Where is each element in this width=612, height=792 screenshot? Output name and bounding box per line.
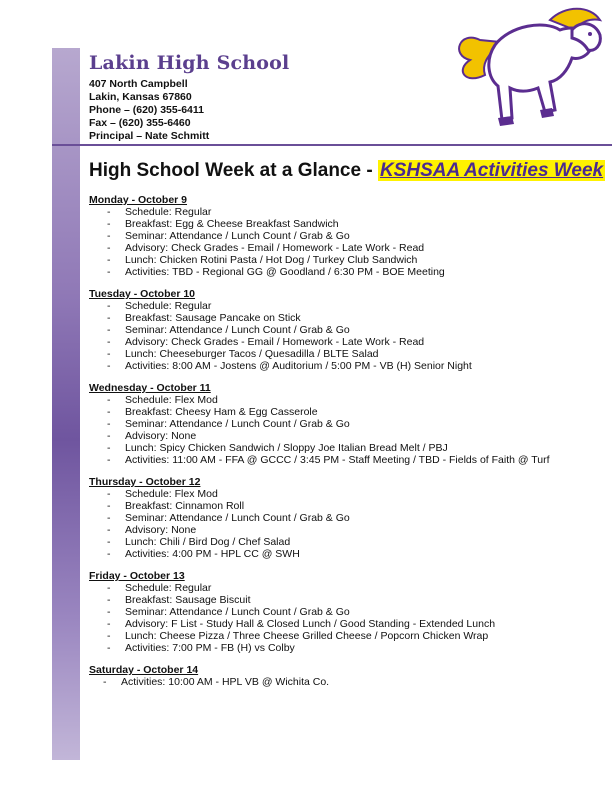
day-heading: Wednesday - October 11 bbox=[89, 382, 211, 394]
day-items bbox=[89, 488, 599, 560]
list-item: - Advisory: None bbox=[107, 524, 197, 536]
list-item: - Activities: 11:00 AM - FFA @ GCCC / 3:45 PM - Staff Meeting / TBD - Fields of Faith @ Turf bbox=[107, 454, 550, 466]
list-item: - Seminar: Attendance / Lunch Count / Grab & Go bbox=[107, 606, 350, 618]
day-heading: Thursday - October 12 bbox=[89, 476, 201, 488]
list-item: - Advisory: F List - Study Hall & Closed Lunch / Good Standing - Extended Lunch bbox=[107, 618, 496, 630]
list-item: - Advisory: Check Grades - Email / Homework - Late Work - Read bbox=[107, 242, 425, 254]
day-items bbox=[89, 582, 599, 654]
list-item: - Activities: 4:00 PM - HPL CC @ SWH bbox=[107, 548, 300, 560]
day-heading: Friday - October 13 bbox=[89, 570, 185, 582]
sidebar-bar bbox=[52, 48, 80, 760]
list-item: - Advisory: Check Grades - Email / Homework - Late Work - Read bbox=[107, 336, 425, 348]
address-line: Lakin, Kansas 67860 bbox=[89, 91, 192, 103]
list-item: - Breakfast: Cinnamon Roll bbox=[107, 500, 245, 512]
list-item: - Lunch: Cheese Pizza / Three Cheese Grilled Cheese / Popcorn Chicken Wrap bbox=[107, 630, 489, 642]
list-item: - Schedule: Regular bbox=[107, 206, 212, 218]
header-divider bbox=[52, 144, 612, 146]
title-main: High School Week at a Glance - bbox=[89, 160, 378, 181]
day-thursday bbox=[89, 476, 599, 560]
letterhead bbox=[89, 52, 289, 143]
list-item: - Advisory: None bbox=[107, 430, 197, 442]
day-items bbox=[89, 676, 599, 688]
list-item: - Breakfast: Cheesy Ham & Egg Casserole bbox=[107, 406, 318, 418]
list-item: - Schedule: Flex Mod bbox=[107, 394, 218, 406]
list-item: - Activities: 7:00 PM - FB (H) vs Colby bbox=[107, 642, 295, 654]
day-tuesday bbox=[89, 288, 599, 372]
week-schedule bbox=[89, 194, 599, 698]
day-monday bbox=[89, 194, 599, 278]
title-highlight: KSHSAA Activities Week bbox=[379, 160, 604, 181]
fax-line: Fax – (620) 355-6460 bbox=[89, 117, 191, 129]
address-line: 407 North Campbell bbox=[89, 78, 188, 90]
list-item: - Activities: 8:00 AM - Jostens @ Auditorium / 5:00 PM - VB (H) Senior Night bbox=[107, 360, 472, 372]
mustang-horse-icon bbox=[440, 0, 610, 140]
principal-line: Principal – Nate Schmitt bbox=[89, 130, 210, 142]
list-item: - Breakfast: Sausage Biscuit bbox=[107, 594, 251, 606]
list-item: - Schedule: Regular bbox=[107, 300, 212, 312]
list-item: - Schedule: Flex Mod bbox=[107, 488, 218, 500]
list-item: - Lunch: Cheeseburger Tacos / Quesadilla / BLTE Salad bbox=[107, 348, 379, 360]
list-item: - Seminar: Attendance / Lunch Count / Grab & Go bbox=[107, 230, 350, 242]
phone-line: Phone – (620) 355-6411 bbox=[89, 104, 204, 116]
list-item: - Lunch: Spicy Chicken Sandwich / Sloppy Joe Italian Bread Melt / PBJ bbox=[107, 442, 448, 454]
list-item: - Breakfast: Sausage Pancake on Stick bbox=[107, 312, 301, 324]
day-items bbox=[89, 394, 599, 466]
list-item: - Lunch: Chicken Rotini Pasta / Hot Dog / Turkey Club Sandwich bbox=[107, 254, 418, 266]
day-heading: Saturday - October 14 bbox=[89, 664, 199, 676]
day-items bbox=[89, 206, 599, 278]
list-item: - Lunch: Chili / Bird Dog / Chef Salad bbox=[107, 536, 291, 548]
page-title bbox=[89, 160, 605, 182]
list-item: - Activities: 10:00 AM - HPL VB @ Wichita Co. bbox=[103, 676, 330, 688]
day-items bbox=[89, 300, 599, 372]
day-friday bbox=[89, 570, 599, 654]
list-item: - Seminar: Attendance / Lunch Count / Grab & Go bbox=[107, 512, 350, 524]
day-wednesday bbox=[89, 382, 599, 466]
list-item: - Seminar: Attendance / Lunch Count / Grab & Go bbox=[107, 418, 350, 430]
day-heading: Tuesday - October 10 bbox=[89, 288, 196, 300]
list-item: - Activities: TBD - Regional GG @ Goodland / 6:30 PM - BOE Meeting bbox=[107, 266, 445, 278]
school-name: Lakin High School bbox=[89, 52, 290, 74]
day-heading: Monday - October 9 bbox=[89, 194, 188, 206]
list-item: - Schedule: Regular bbox=[107, 582, 212, 594]
day-saturday bbox=[89, 664, 599, 688]
list-item: - Breakfast: Egg & Cheese Breakfast Sandwich bbox=[107, 218, 339, 230]
list-item: - Seminar: Attendance / Lunch Count / Grab & Go bbox=[107, 324, 350, 336]
